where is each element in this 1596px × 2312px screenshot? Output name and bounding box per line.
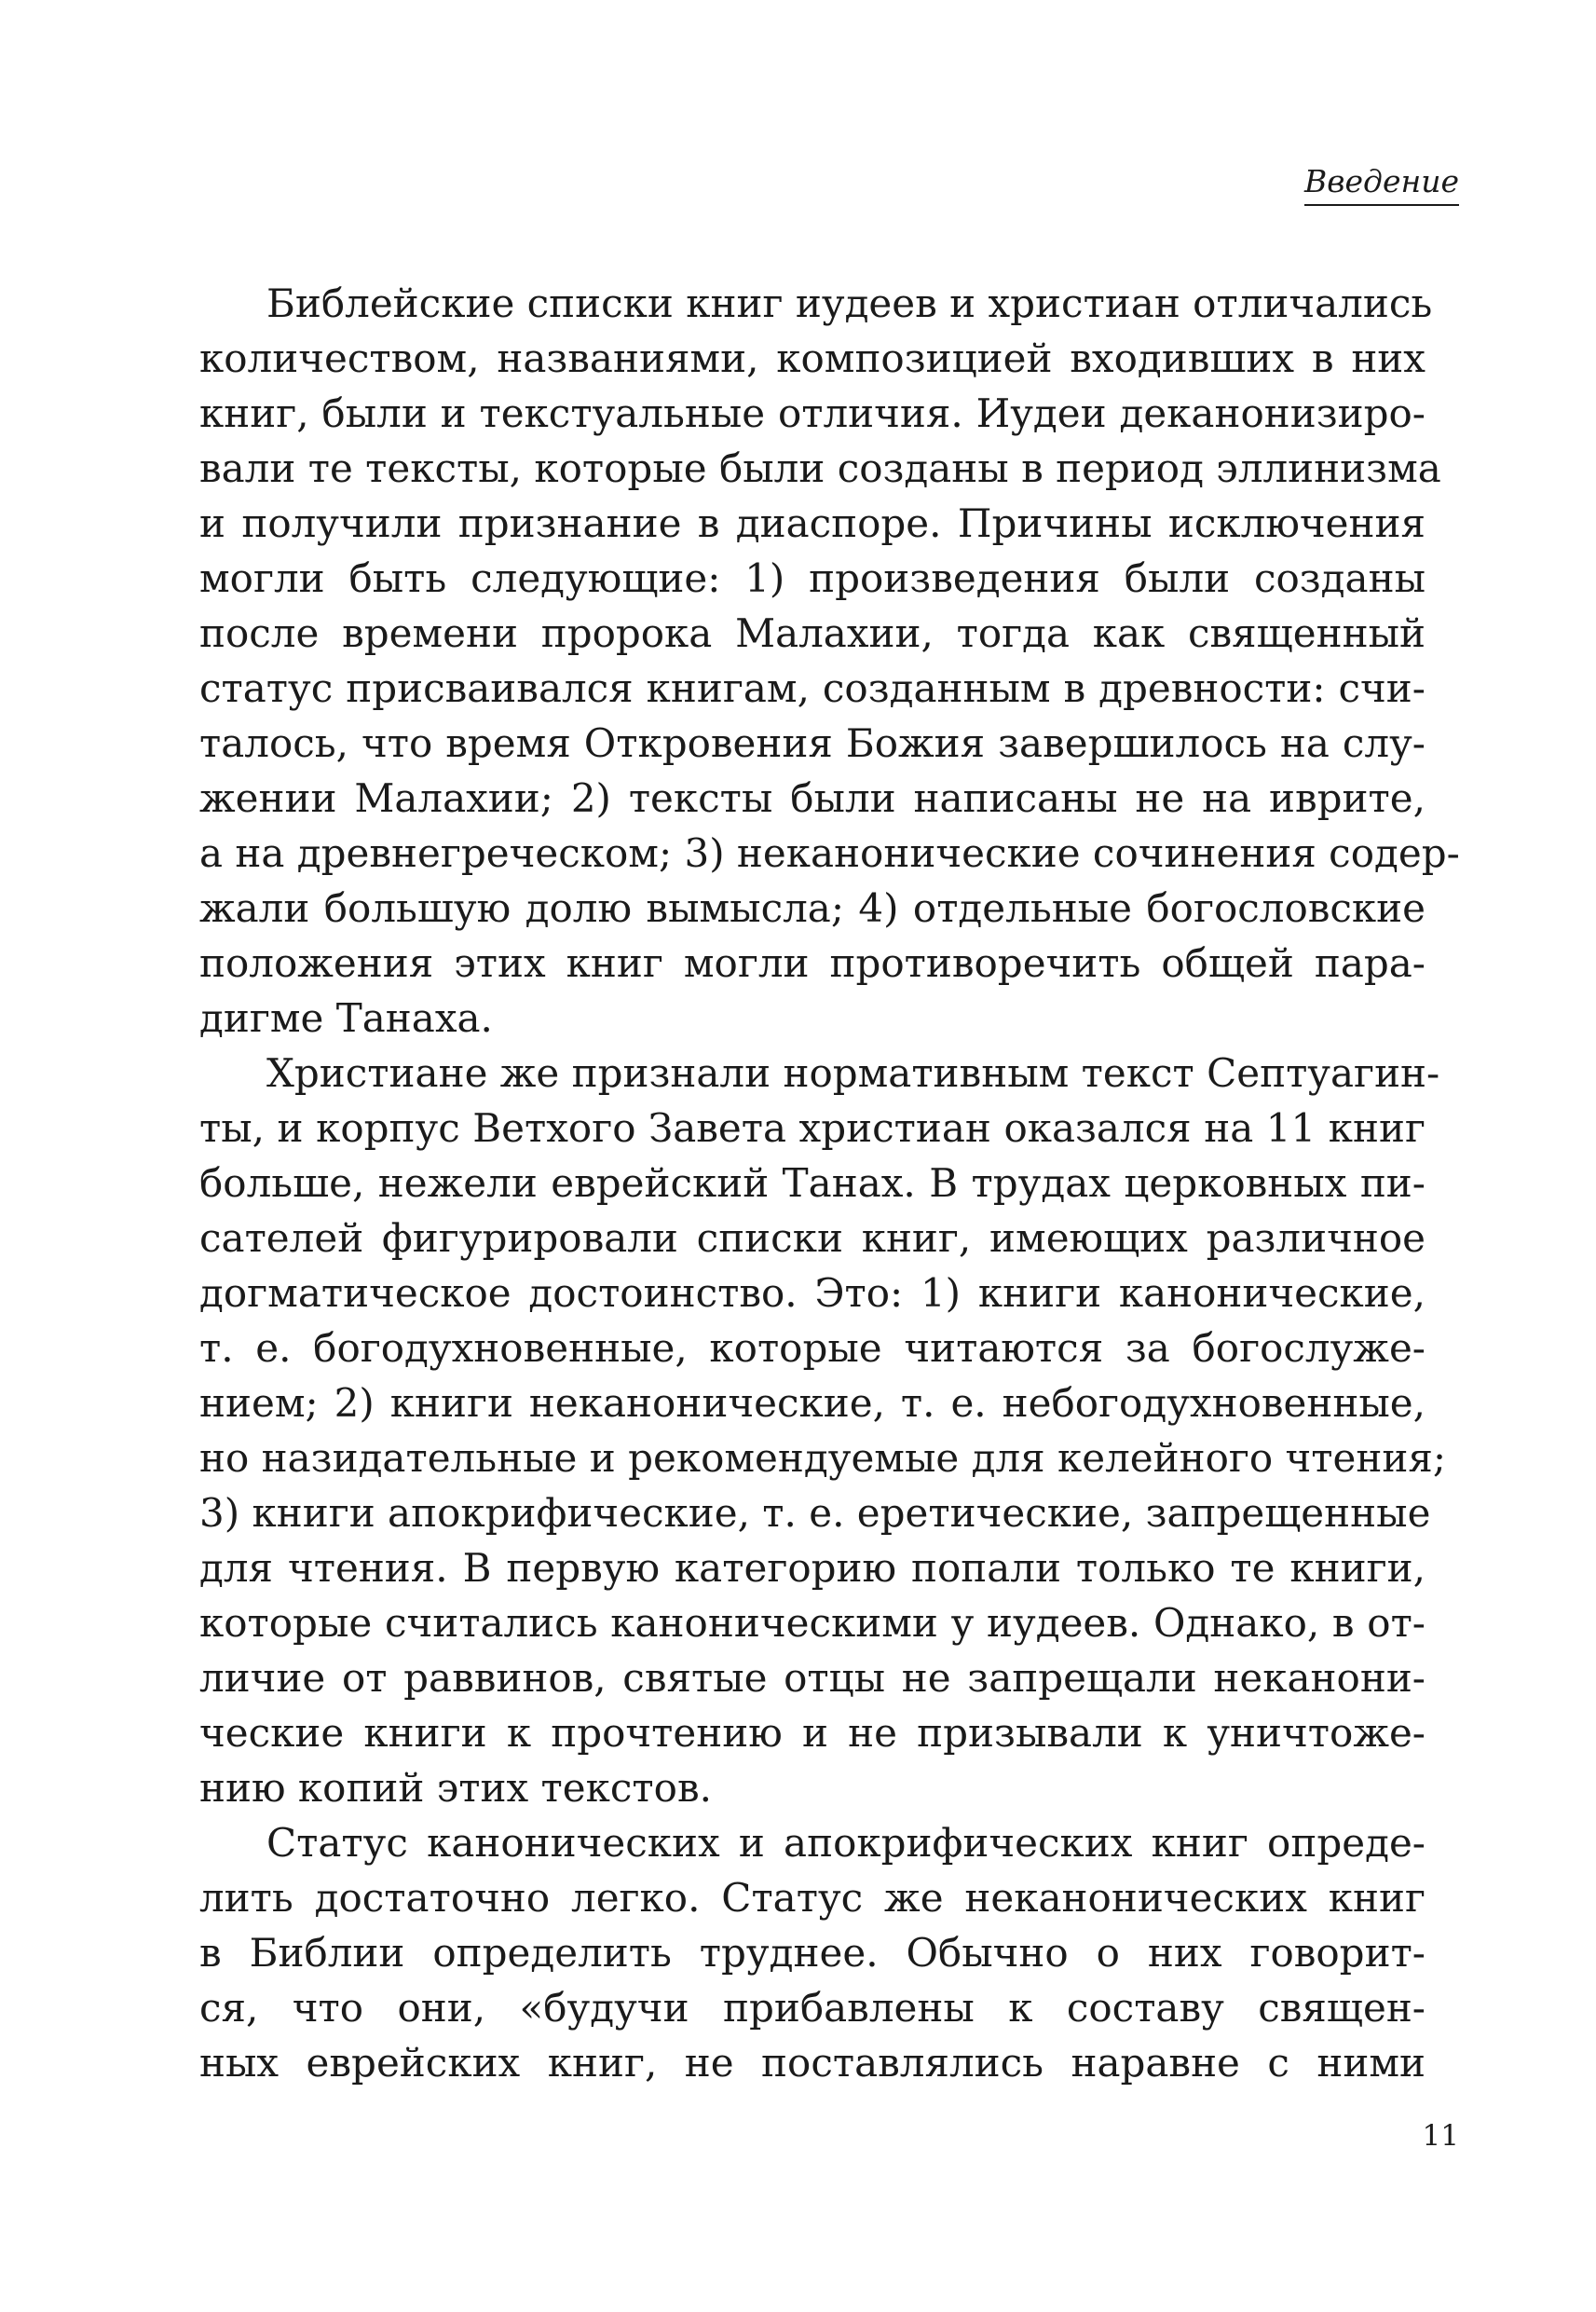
text-line: после времени пророка Малахии, тогда как священный [199,610,1425,656]
page-number: 11 [1422,2119,1459,2153]
text-line: т. е. богодухновенные, которые читаются за богослуже- [199,1325,1425,1371]
text-line: ся, что они, «будучи прибавлены к составу священ- [199,1985,1425,2031]
text-line: жении Малахии; 2) тексты были написаны не на иврите, [199,775,1425,821]
text-line: больше, нежели еврейский Танах. В трудах церковных пи- [199,1160,1425,1206]
text-line: Христиане же признали нормативным текст Септуагин- [266,1050,1440,1096]
text-line: 3) книги апокрифические, т. е. еретические, запрещенные [199,1490,1431,1536]
text-line: нием; 2) книги неканонические, т. е. небогодухновенные, [199,1380,1425,1426]
text-line: в Библии определить труднее. Обычно о них говорит- [199,1930,1425,1976]
running-head: Введение [1304,163,1459,206]
text-line: Статус канонических и апокрифических книг опреде- [266,1820,1425,1866]
text-line: для чтения. В первую категорию попали только те книги, [199,1545,1425,1591]
text-line: и получили признание в диаспоре. Причины исключения [199,500,1425,546]
text-line: статус присваивался книгам, созданным в древности: счи- [199,665,1425,711]
text-line: талось, что время Откровения Божия завершилось на слу- [199,720,1425,766]
text-line: могли быть следующие: 1) произведения были созданы [199,555,1425,601]
text-line: дигме Танаха. [199,995,493,1041]
text-line: личие от раввинов, святые отцы не запрещали неканони- [199,1655,1425,1701]
text-line: но назидательные и рекомендуемые для келейного чтения; [199,1435,1447,1481]
text-line: Библейские списки книг иудеев и христиан отличались [266,280,1433,326]
text-line: лить достаточно легко. Статус же неканонических книг [199,1875,1425,1921]
text-line: вали те тексты, которые были созданы в период эллинизма [199,445,1441,491]
text-line: ных еврейских книг, не поставлялись наравне с ними [199,2040,1425,2086]
text-line: ческие книги к прочтению и не призывали к уничтоже- [199,1710,1425,1756]
body-text [199,276,1460,2090]
text-line: жали большую долю вымысла; 4) отдельные богословские [199,885,1425,931]
text-line: догматическое достоинство. Это: 1) книги канонические, [199,1270,1425,1316]
text-line: книг, были и текстуальные отличия. Иудеи деканонизиро- [199,390,1425,436]
text-line: а на древнегреческом; 3) неканонические сочинения содер- [199,830,1460,876]
text-line: которые считались каноническими у иудеев. Однако, в от- [199,1600,1425,1646]
text-line: сателей фигурировали списки книг, имеющих различное [199,1215,1425,1261]
text-line: положения этих книг могли противоречить общей пара- [199,940,1425,986]
text-line: нию копий этих текстов. [199,1765,712,1811]
text-line: ты, и корпус Ветхого Завета христиан оказался на 11 книг [199,1105,1425,1151]
text-line: количеством, названиями, композицией входивших в них [199,335,1425,381]
